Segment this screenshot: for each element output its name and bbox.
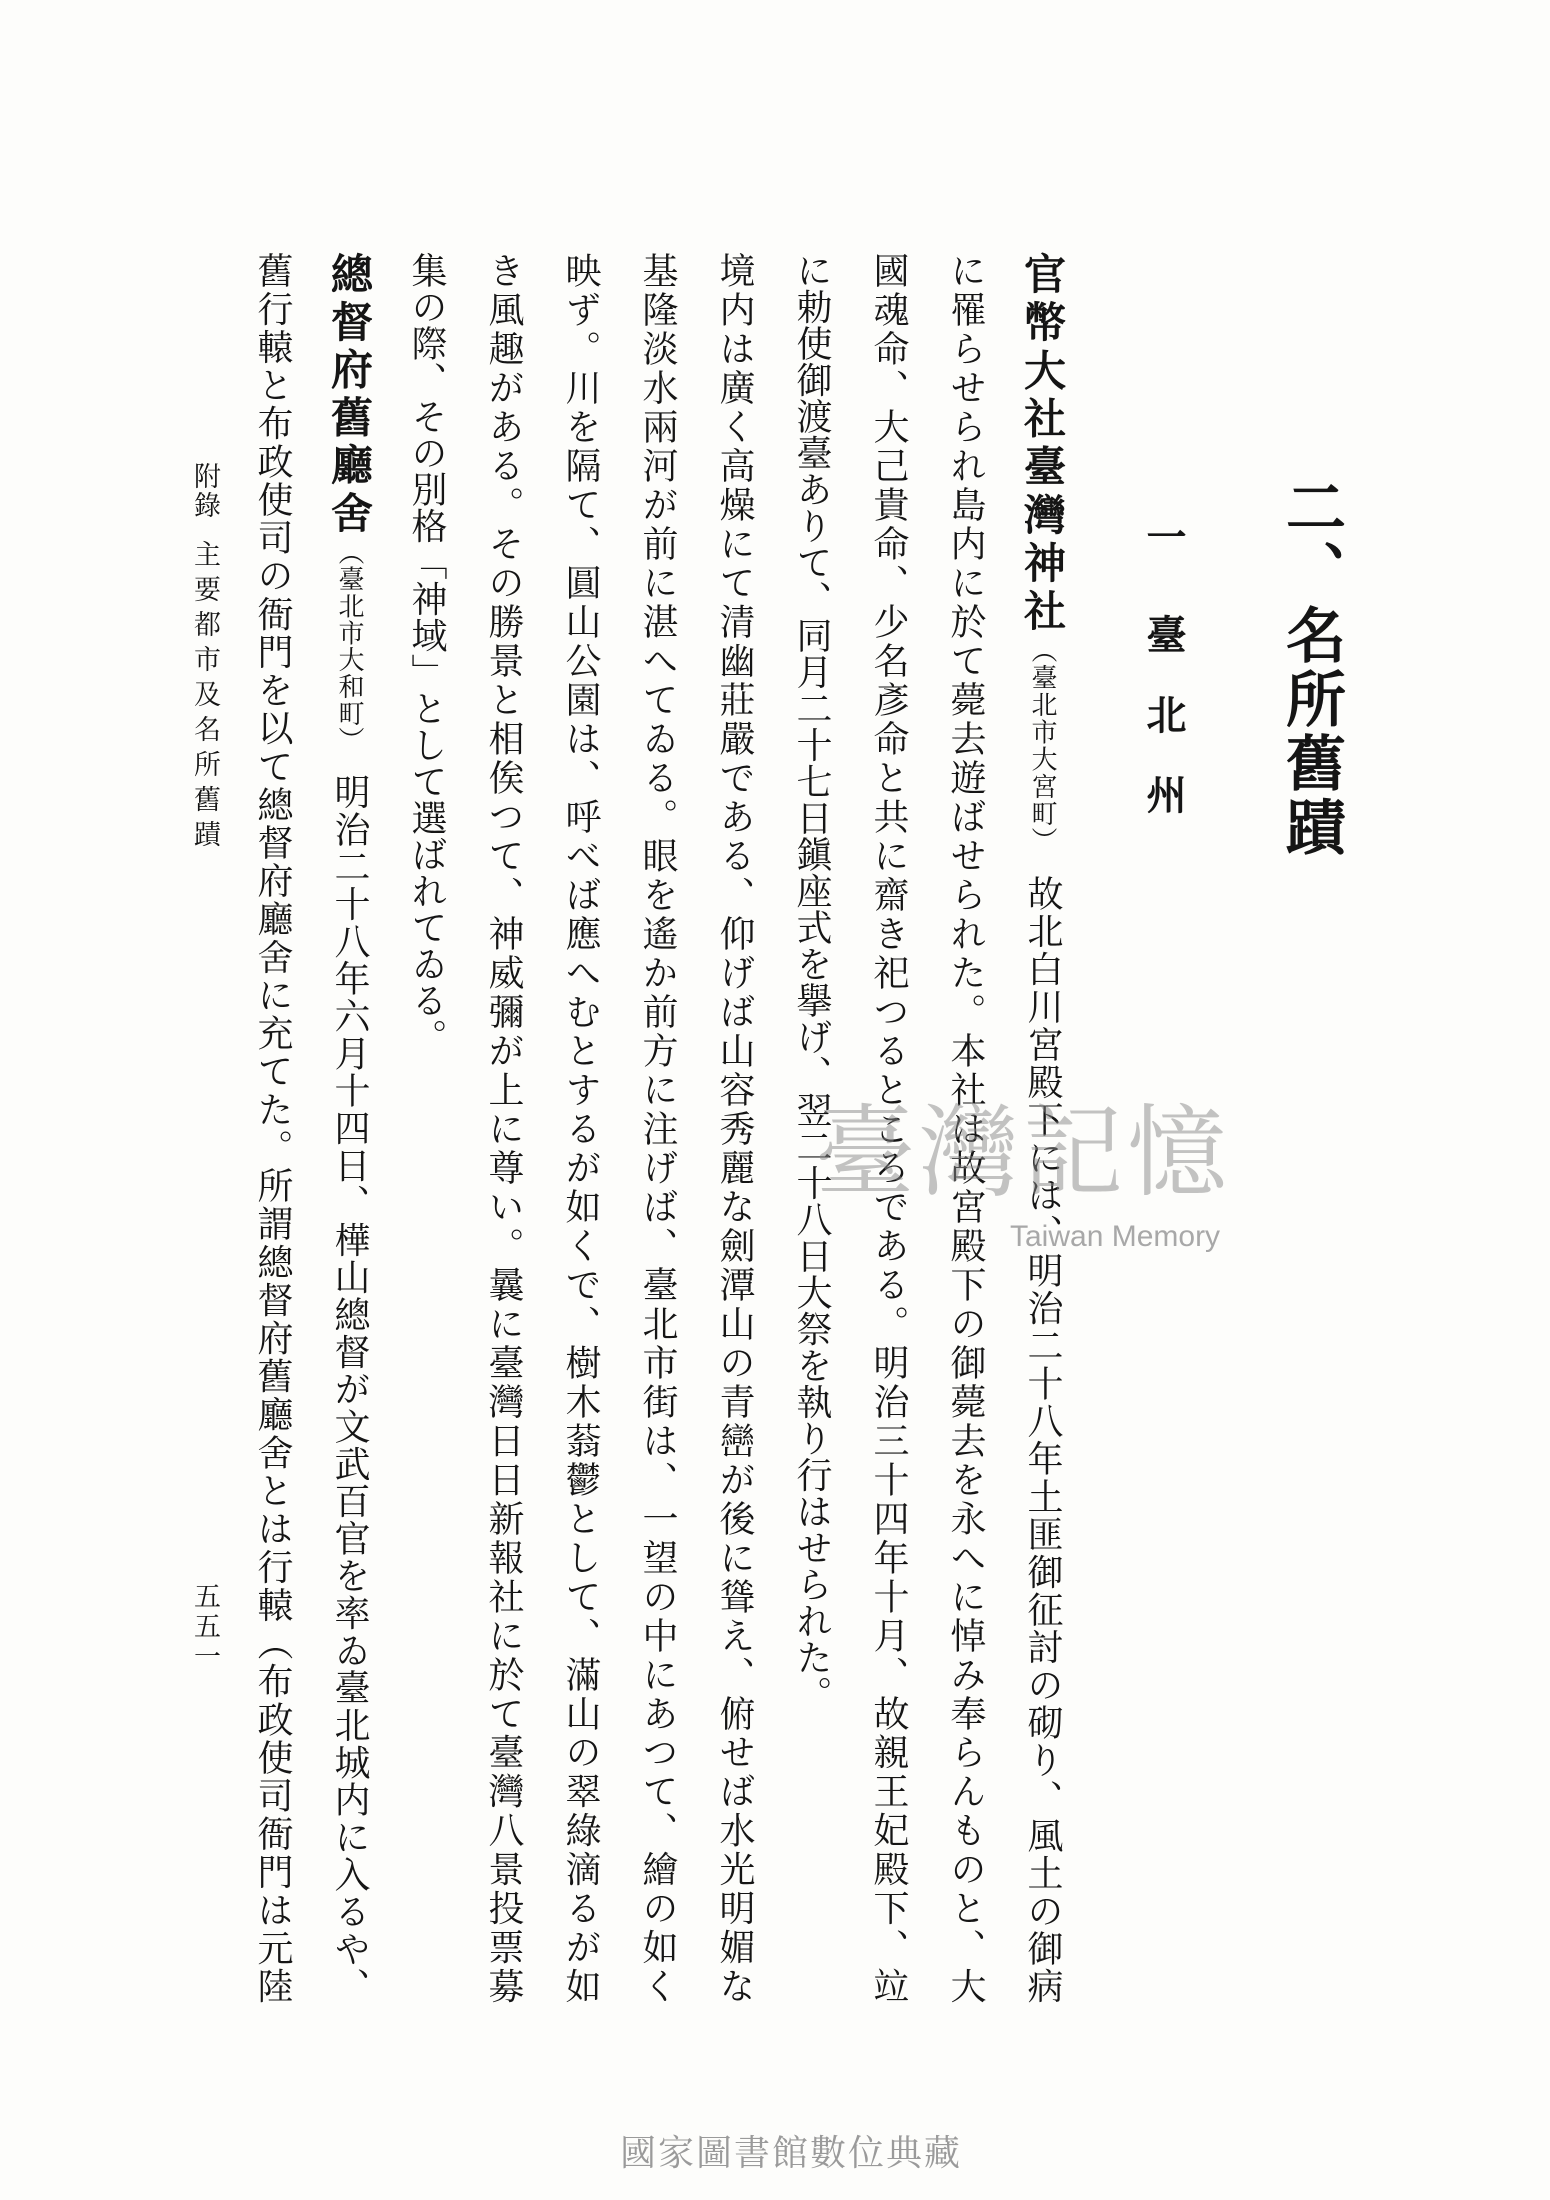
entry-location: （臺北市大和町） bbox=[334, 538, 364, 754]
chapter-title: 二、名所舊蹟 bbox=[1276, 476, 1346, 860]
running-head-label: 附錄 bbox=[189, 462, 220, 520]
section-heading bbox=[1140, 516, 1186, 856]
entry-heading: 總督府舊廳舍 bbox=[325, 252, 374, 539]
body-column-6: 基隆淡水兩河が前に湛へてゐる。眼を遙か前方に注げば、臺北市街は、一望の中にあつて、繪の如く bbox=[637, 252, 678, 2004]
column-text: 明治二十八年六月十四日、樺山總督が文武百官を率ゐ臺北城内に入るや、 bbox=[329, 773, 370, 2004]
entry-location: （臺北市大宮町） bbox=[1027, 637, 1057, 855]
section-name: 臺北州 bbox=[1140, 614, 1187, 854]
body-column-1 bbox=[1004, 252, 1081, 2004]
entry-heading: 官幣大社臺灣神社 bbox=[1018, 252, 1067, 638]
body-column-7: 映ず。川を隔て、圓山公園は、呼べば應へむとするが如くで、樹木蓊鬱として、滿山の翠綠滴るが如 bbox=[560, 252, 601, 2004]
watermark-logo-text: 臺灣記憶 bbox=[815, 1094, 1231, 1211]
body-column-10 bbox=[311, 252, 388, 2004]
body-column-11: 舊行轅と布政使司の衙門を以て總督府廳舍に充てた。所謂總督府舊廳舍とは行轅（布政使司衙門は元陸 bbox=[252, 252, 293, 2004]
body-column-5: 境内は廣く高燥にて清幽莊嚴である、仰げば山容秀麗な劍潭山の青巒が後に聳え、俯せば水光明媚な bbox=[714, 252, 755, 2004]
body-text bbox=[234, 252, 1081, 2004]
running-head-title: 主要都市及名所舊蹟 bbox=[189, 540, 220, 855]
archive-credit: 國家圖書館數位典藏 bbox=[620, 2133, 963, 2174]
column-text: 故北白川宮殿下には、明治二十八年土匪御征討の砌り、風土の御病 bbox=[1022, 874, 1063, 2004]
running-head bbox=[186, 462, 222, 882]
page-number: 五五一 bbox=[189, 1582, 220, 1672]
body-column-9: 集の際、その別格「神域」として選ばれてゐる。 bbox=[406, 252, 447, 1055]
body-column-2: に罹らせられ島内に於て薨去遊ばせられた。本社は故宮殿下の御薨去を永へに悼み奉らんものと、大 bbox=[945, 252, 986, 2004]
body-column-3: 國魂命、大己貴命、少名彥命と共に齋き祀つるところである。明治三十四年十月、故親王妃殿下、竝 bbox=[868, 252, 909, 2004]
watermark-logo-subtext: Taiwan Memory bbox=[1010, 1220, 1221, 1253]
section-number: 一 bbox=[1140, 516, 1187, 556]
body-column-4: に勅使御渡臺ありて、同月二十七日鎭座式を擧げ、翌二十八日大祭を執り行はせられた。 bbox=[791, 252, 832, 1712]
body-column-8: き風趣がある。その勝景と相俟つて、神威彌が上に尊い。曩に臺灣日日新報社に於て臺灣八景投票募 bbox=[483, 252, 524, 2004]
